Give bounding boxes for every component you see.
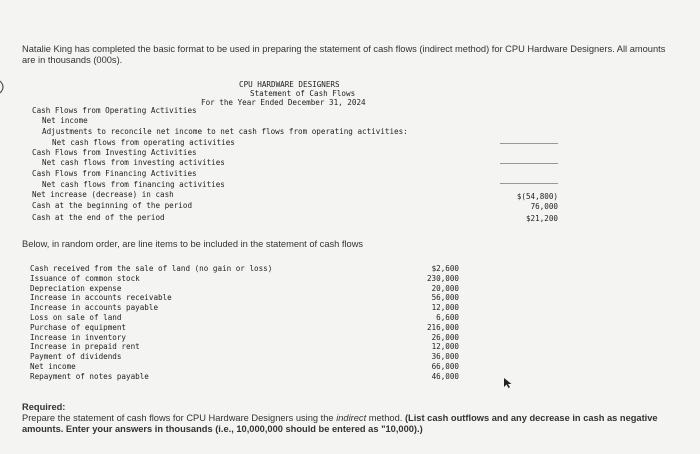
net-change-row: Net increase (decrease) in cash: [32, 190, 174, 199]
beginning-cash-amount: 76,000: [530, 202, 558, 211]
line-item-label: Increase in accounts payable: [30, 303, 159, 313]
line-items-labels: [30, 264, 272, 382]
line-item-label: Payment of dividends: [30, 352, 122, 362]
line-item-label: Increase in accounts receivable: [30, 293, 172, 303]
line-item-label: Purchase of equipment: [30, 322, 127, 332]
line-item-label: Increase in inventory: [30, 332, 127, 342]
mouse-cursor-icon: [503, 376, 513, 394]
required-note: (List cash outflows and any decrease in cash as negative amounts. Enter your answers in thousands (i.e., 10,000,000 should be entered as "10,000).): [22, 413, 658, 434]
investing-total-line: [500, 163, 558, 164]
required-text: Prepare the statement of cash flows for CPU Hardware Designers using the: [22, 413, 334, 423]
beginning-cash-row: Cash at the beginning of the period: [32, 201, 193, 210]
financing-heading: Cash Flows from Financing Activities: [32, 169, 197, 178]
adjustments-row: Adjustments to reconcile net income to net cash flows from operating activities:: [42, 127, 408, 136]
line-item-label: Cash received from the sale of land (no gain or loss): [30, 264, 273, 273]
net-operating-row: Net cash flows from operating activities: [52, 138, 235, 147]
required-heading: Required:: [22, 402, 66, 412]
required-text-2: method.: [368, 413, 403, 423]
statement-period: For the Year Ended December 31, 2024: [201, 98, 366, 107]
net-income-row: Net income: [42, 116, 88, 125]
line-items-amounts: [405, 264, 459, 382]
line-item-label: Issuance of common stock: [30, 273, 140, 283]
ending-cash-row: Cash at the end of the period: [32, 213, 165, 222]
line-items-intro: Below, in random order, are line items to be included in the statement of cash flows: [22, 239, 364, 249]
company-name: CPU HARDWARE DESIGNERS: [239, 80, 340, 89]
required-emphasis: indirect: [336, 413, 367, 423]
line-item-label: Loss on sale of land: [30, 312, 122, 322]
line-item-amount: $2,600: [431, 264, 459, 273]
line-item-amount: 216,000: [426, 322, 459, 332]
line-item-amount: 6,600: [436, 312, 459, 322]
operating-heading: Cash Flows from Operating Activities: [32, 106, 197, 115]
line-item-amount: 230,000: [426, 273, 459, 283]
line-item-label: Net income: [30, 361, 76, 371]
line-item-amount: 12,000: [431, 303, 459, 313]
investing-heading: Cash Flows from Investing Activities: [32, 148, 197, 157]
line-item-amount: 46,000: [431, 371, 459, 381]
intro-text: Natalie King has completed the basic format to be used in preparing the statement of cash flows (indirect method) for CPU Hardware Designers. All amounts are in thousands (000s).: [22, 44, 666, 65]
financing-total-line: [500, 183, 558, 184]
ending-cash-amount: $21,200: [525, 214, 558, 223]
net-financing-row: Net cash flows from financing activities: [42, 180, 225, 189]
left-edge-bracket: [0, 80, 8, 94]
line-item-amount: 20,000: [431, 283, 459, 293]
line-item-amount: 56,000: [431, 293, 459, 303]
line-item-label: Increase in prepaid rent: [30, 342, 140, 352]
line-item-label: Repayment of notes payable: [30, 371, 149, 381]
line-item-amount: 12,000: [431, 342, 459, 352]
line-item-amount: 36,000: [431, 352, 459, 362]
required-section: [22, 402, 682, 435]
net-investing-row: Net cash flows from investing activities: [42, 158, 225, 167]
net-change-amount: $(54,800): [516, 192, 558, 201]
statement-title: Statement of Cash Flows: [250, 89, 356, 98]
line-item-label: Depreciation expense: [30, 283, 122, 293]
line-item-amount: 66,000: [431, 361, 459, 371]
line-item-amount: 26,000: [431, 332, 459, 342]
operating-total-line: [500, 143, 558, 144]
